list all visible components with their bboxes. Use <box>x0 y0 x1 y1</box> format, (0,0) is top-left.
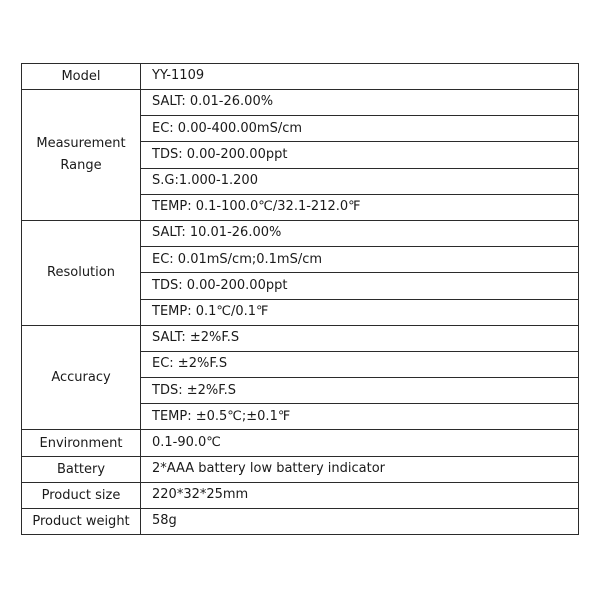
spec-value: TEMP: 0.1-100.0℃/32.1-212.0℉ <box>141 194 579 220</box>
spec-label-cell <box>22 325 141 430</box>
table-row <box>22 325 579 351</box>
spec-value: 220*32*25mm <box>141 482 579 508</box>
spec-table-body <box>22 64 579 535</box>
table-row <box>22 220 579 246</box>
spec-label-cell <box>22 456 141 482</box>
spec-value: TDS: ±2%F.S <box>141 378 579 404</box>
spec-label: Environment <box>39 435 123 451</box>
table-row <box>22 90 579 116</box>
spec-value: SALT: ±2%F.S <box>141 325 579 351</box>
spec-value: TDS: 0.00-200.00ppt <box>141 273 579 299</box>
spec-value: SALT: 0.01-26.00% <box>141 90 579 116</box>
spec-value: EC: 0.01mS/cm;0.1mS/cm <box>141 247 579 273</box>
spec-label-cell <box>22 64 141 90</box>
spec-label: Model <box>61 69 101 84</box>
spec-label: Accuracy <box>51 370 111 386</box>
spec-label-cell <box>22 220 141 325</box>
spec-label: Measurement <box>36 135 126 151</box>
spec-value: SALT: 10.01-26.00% <box>141 220 579 246</box>
spec-value: TDS: 0.00-200.00ppt <box>141 142 579 168</box>
spec-label-cell <box>22 90 141 221</box>
spec-table <box>21 63 579 535</box>
spec-value: 2*AAA battery low battery indicator <box>141 456 579 482</box>
spec-value: TEMP: 0.1℃/0.1℉ <box>141 299 579 325</box>
spec-label: Range <box>60 157 102 173</box>
table-row <box>22 430 579 456</box>
spec-label: Resolution <box>47 265 115 281</box>
spec-value: S.G:1.000-1.200 <box>141 168 579 194</box>
spec-label: Product weight <box>32 514 130 530</box>
spec-value: 58g <box>141 509 579 535</box>
table-row <box>22 456 579 482</box>
table-row <box>22 482 579 508</box>
spec-label: Product size <box>41 487 121 503</box>
spec-label: Battery <box>56 461 106 477</box>
spec-value: EC: ±2%F.S <box>141 351 579 377</box>
spec-value: TEMP: ±0.5℃;±0.1℉ <box>141 404 579 430</box>
spec-value: YY-1109 <box>141 64 579 90</box>
spec-value: 0.1-90.0℃ <box>141 430 579 456</box>
table-row <box>22 64 579 90</box>
spec-label-cell <box>22 482 141 508</box>
table-row <box>22 509 579 535</box>
spec-label-cell <box>22 509 141 535</box>
spec-label-cell <box>22 430 141 456</box>
spec-value: EC: 0.00-400.00mS/cm <box>141 116 579 142</box>
